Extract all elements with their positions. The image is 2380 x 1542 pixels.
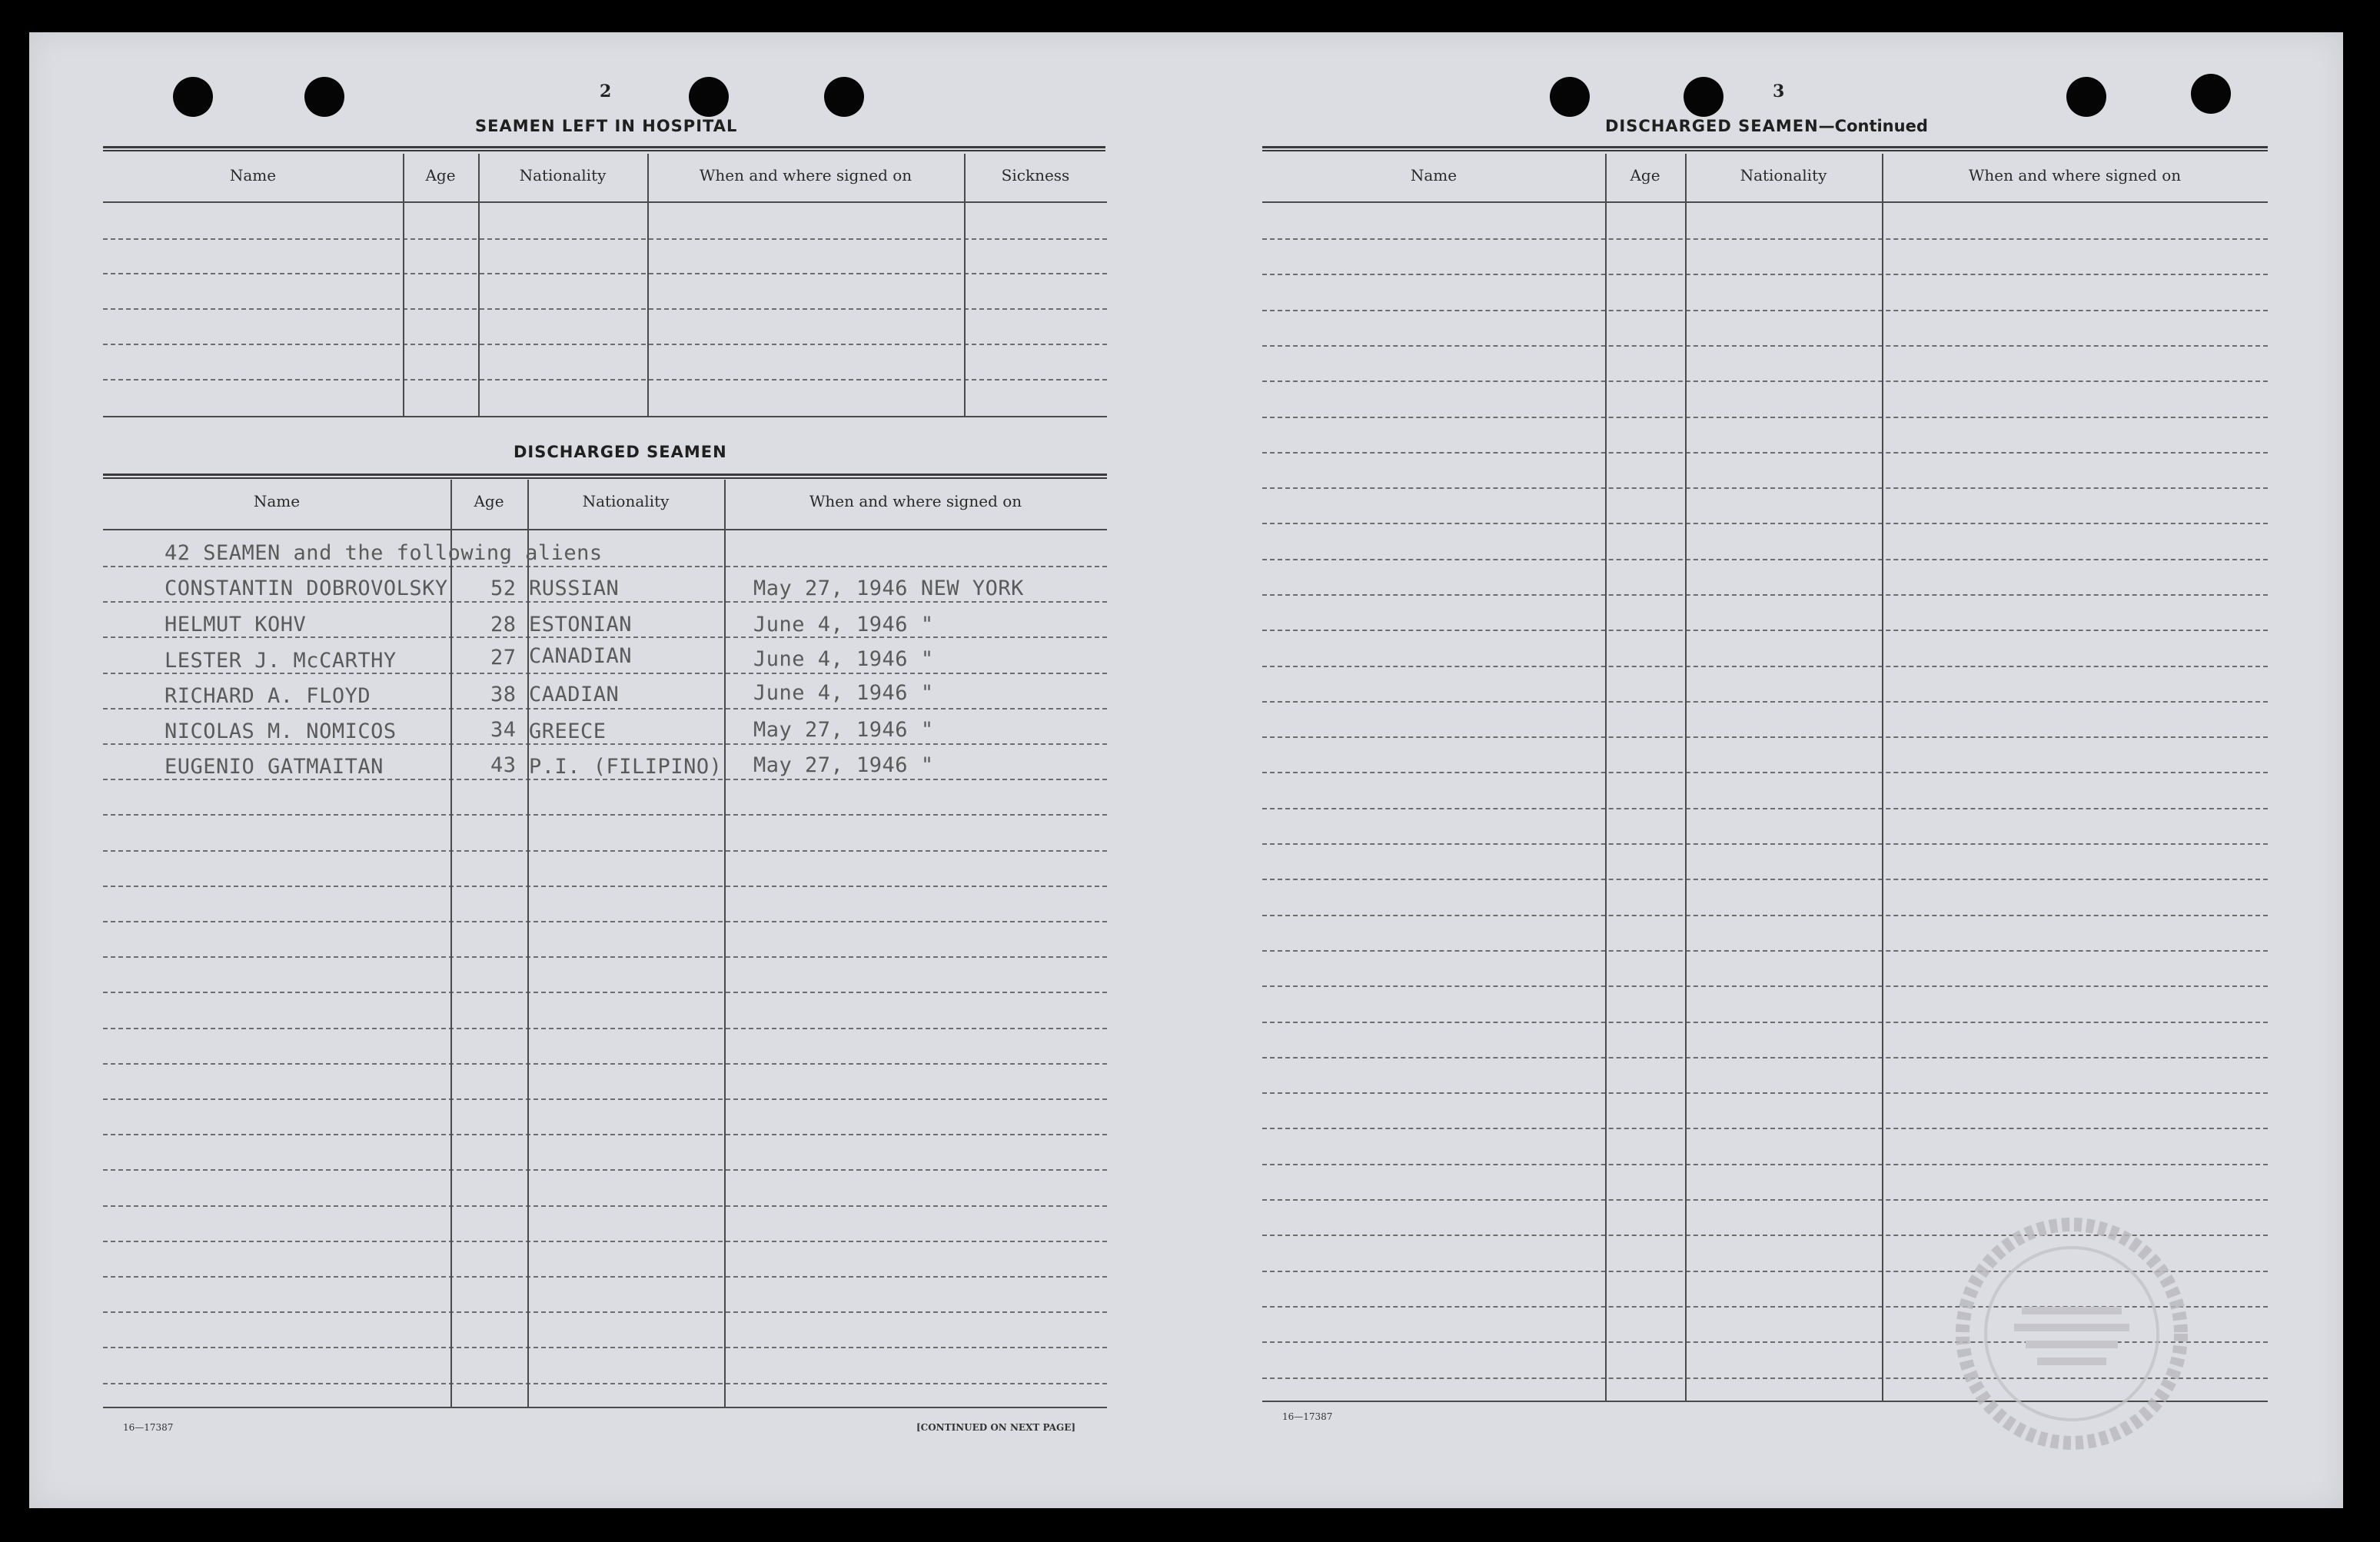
hospital-header-rule	[103, 201, 1107, 203]
punch-hole	[2191, 74, 2231, 114]
ruled-row-line	[103, 1063, 1107, 1065]
punch-hole	[824, 77, 864, 117]
ruled-row-line	[1262, 950, 2268, 952]
seaman-name: RICHARD A. FLOYD	[165, 684, 371, 708]
table-bottom-rule	[103, 1407, 1107, 1408]
ruled-row-line	[103, 1241, 1107, 1242]
right-col-divider	[1605, 154, 1607, 1402]
punch-hole	[1684, 77, 1724, 117]
ruled-row-line	[103, 1276, 1107, 1278]
seaman-age: 34	[490, 718, 517, 742]
seaman-name: EUGENIO GATMAITAN	[165, 755, 384, 779]
right-title-main: DISCHARGED SEAMEN	[1605, 117, 1819, 135]
seaman-age: 28	[490, 613, 517, 636]
ruled-row-line	[103, 1205, 1107, 1207]
right-col-divider	[1882, 154, 1883, 1402]
faded-stamp-icon	[1953, 1215, 2191, 1453]
discharged-col-divider	[724, 480, 726, 1408]
ruled-row-line	[1262, 879, 2268, 880]
punch-hole	[2066, 77, 2106, 117]
discharged-col-signed-on: When and where signed on	[809, 492, 1022, 510]
seaman-signed-on: May 27, 1946 NEW YORK	[753, 577, 1024, 600]
ruled-row-line	[1262, 1128, 2268, 1129]
ruled-row-line	[103, 779, 1107, 780]
seaman-signed-on: June 4, 1946 "	[753, 681, 934, 705]
hospital-row-line	[103, 379, 1107, 381]
punch-hole	[304, 77, 344, 117]
seaman-name: HELMUT KOHV	[165, 613, 307, 636]
ruled-row-line	[1262, 701, 2268, 703]
right-title-suffix: —Continued	[1818, 117, 1928, 135]
ruled-row-line	[103, 992, 1107, 993]
seaman-age: 52	[490, 577, 517, 600]
seaman-signed-on: June 4, 1946 "	[753, 647, 934, 671]
hospital-col-age: Age	[425, 166, 456, 184]
seaman-nationality: CANADIAN	[529, 644, 633, 668]
ruled-row-line	[1262, 1199, 2268, 1201]
hospital-col-divider	[403, 154, 404, 417]
right-col-divider	[1685, 154, 1687, 1402]
ruled-row-line	[1262, 666, 2268, 667]
ruled-row-line	[1262, 736, 2268, 738]
ruled-row-line	[103, 921, 1107, 922]
ruled-row-line	[103, 566, 1107, 567]
ruled-row-line	[1262, 452, 2268, 454]
seaman-nationality: CAADIAN	[529, 683, 620, 706]
hospital-table-bottom-rule	[103, 416, 1107, 417]
ruled-row-line	[1262, 559, 2268, 560]
seaman-nationality: ESTONIAN	[529, 613, 633, 636]
ruled-row-line	[1262, 1164, 2268, 1165]
right-section-title	[1605, 117, 1928, 135]
ruled-row-line	[103, 743, 1107, 745]
discharged-header-rule	[103, 529, 1107, 530]
discharged-col-age: Age	[474, 492, 504, 510]
ruled-row-line	[103, 814, 1107, 816]
ruled-row-line	[1262, 1057, 2268, 1058]
discharged-col-name: Name	[253, 492, 301, 510]
ruled-row-line	[103, 708, 1107, 710]
left-page-number: 2	[600, 81, 612, 101]
punch-hole	[1550, 77, 1590, 117]
seaman-nationality: RUSSIAN	[529, 577, 620, 600]
discharged-table-top-rule	[103, 474, 1107, 479]
hospital-col-signed-on: When and where signed on	[699, 166, 912, 184]
ruled-row-line	[1262, 843, 2268, 845]
right-col-age: Age	[1630, 166, 1660, 184]
ruled-row-line	[1262, 274, 2268, 275]
right-col-signed-on: When and where signed on	[1968, 166, 2182, 184]
ruled-row-line	[1262, 1022, 2268, 1023]
right-page-number: 3	[1773, 81, 1785, 101]
hospital-row-line	[103, 273, 1107, 274]
right-col-nationality: Nationality	[1740, 166, 1827, 184]
hospital-section-title: SEAMEN LEFT IN HOSPITAL	[475, 117, 738, 135]
left-form-number: 16—17387	[123, 1422, 174, 1433]
hospital-row-line	[103, 344, 1107, 345]
ruled-row-line	[1262, 238, 2268, 240]
hospital-col-name: Name	[229, 166, 277, 184]
right-table-top-rule	[1262, 146, 2268, 151]
ruled-row-line	[1262, 915, 2268, 916]
hospital-col-divider	[964, 154, 966, 417]
seaman-name: LESTER J. McCARTHY	[165, 649, 397, 673]
ruled-row-line	[1262, 808, 2268, 809]
seaman-nationality: GREECE	[529, 719, 607, 743]
ruled-row-line	[103, 1383, 1107, 1384]
hospital-col-divider	[478, 154, 480, 417]
ruled-row-line	[103, 1347, 1107, 1348]
seaman-age: 27	[490, 646, 517, 670]
ruled-row-line	[1262, 487, 2268, 489]
ruled-row-line	[1262, 630, 2268, 631]
seaman-name: NICOLAS M. NOMICOS	[165, 719, 397, 743]
ruled-row-line	[103, 886, 1107, 887]
right-form-number: 16—17387	[1282, 1411, 1333, 1422]
hospital-col-nationality: Nationality	[519, 166, 607, 184]
ruled-row-line	[103, 601, 1107, 603]
right-col-name: Name	[1410, 166, 1458, 184]
ruled-row-line	[103, 1098, 1107, 1100]
ruled-row-line	[1262, 381, 2268, 382]
ruled-row-line	[103, 1311, 1107, 1313]
ruled-row-line	[1262, 417, 2268, 418]
ruled-row-line	[1262, 345, 2268, 347]
ruled-row-line	[103, 1028, 1107, 1029]
ruled-row-line	[103, 956, 1107, 958]
seaman-nationality: P.I. (FILIPINO)	[529, 755, 723, 779]
ruled-row-line	[103, 1169, 1107, 1171]
discharged-col-divider	[450, 480, 452, 1408]
discharged-intro-line: 42 SEAMEN and the following aliens	[165, 541, 603, 565]
ruled-row-line	[103, 850, 1107, 852]
ruled-row-line	[1262, 772, 2268, 773]
discharged-col-nationality: Nationality	[582, 492, 670, 510]
ruled-row-line	[1262, 523, 2268, 524]
hospital-row-line	[103, 238, 1107, 240]
seaman-signed-on: May 27, 1946 "	[753, 718, 934, 742]
seaman-signed-on: May 27, 1946 "	[753, 753, 934, 777]
seaman-signed-on: June 4, 1946 "	[753, 613, 934, 636]
ruled-row-line	[103, 1134, 1107, 1135]
hospital-col-divider	[647, 154, 649, 417]
ruled-row-line	[1262, 310, 2268, 311]
seaman-age: 43	[490, 753, 517, 777]
right-header-rule	[1262, 201, 2268, 203]
hospital-table-top-rule	[103, 146, 1105, 151]
ruled-row-line	[1262, 1092, 2268, 1094]
seaman-age: 38	[490, 683, 517, 706]
ruled-row-line	[1262, 985, 2268, 987]
ruled-row-line	[1262, 594, 2268, 596]
punch-hole	[689, 77, 729, 117]
punch-hole	[173, 77, 213, 117]
continued-note: [CONTINUED ON NEXT PAGE]	[916, 1422, 1076, 1433]
ruled-row-line	[103, 673, 1107, 674]
discharged-section-title: DISCHARGED SEAMEN	[514, 443, 727, 461]
ruled-row-line	[103, 636, 1107, 638]
hospital-row-line	[103, 308, 1107, 310]
hospital-col-sickness: Sickness	[1001, 166, 1070, 184]
seaman-name: CONSTANTIN DOBROVOLSKY	[165, 577, 448, 600]
